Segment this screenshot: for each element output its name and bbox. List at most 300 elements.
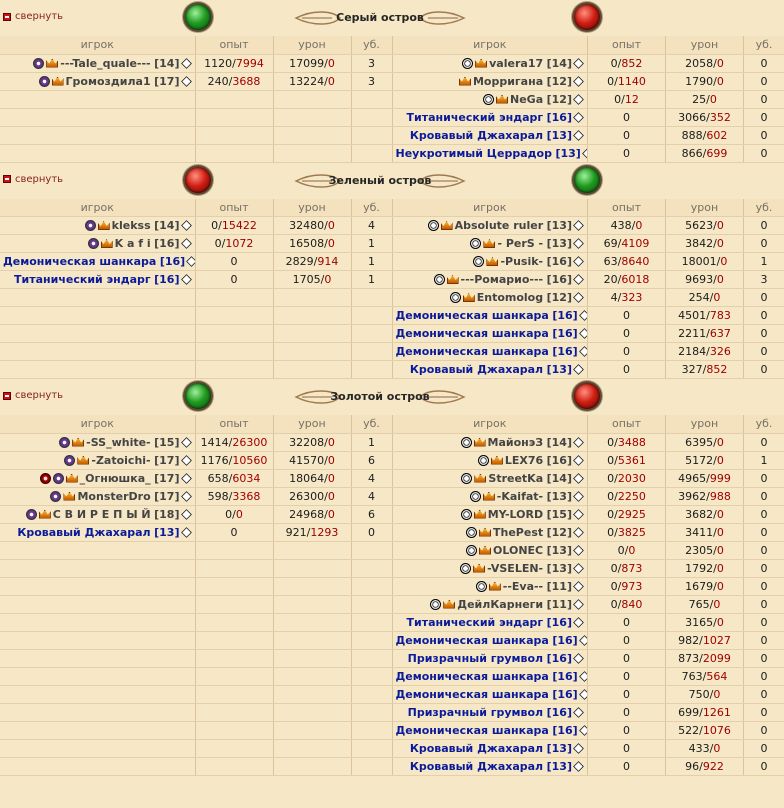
damage-cell: 41570/0 [273, 451, 351, 469]
info-icon[interactable] [573, 130, 584, 141]
damage-received: 0 [716, 543, 724, 557]
participant-cell [393, 613, 588, 631]
clan-icon [64, 455, 75, 466]
damage-value: 921 [285, 525, 307, 539]
kills-cell: 0 [744, 433, 784, 451]
kills-cell: 3 [744, 271, 784, 289]
info-icon[interactable] [181, 455, 192, 466]
player-name-link[interactable]: _Огнюшка_ [79, 471, 151, 485]
participant-cell [393, 289, 588, 307]
damage-value: 866 [681, 146, 703, 160]
exp-cell [588, 631, 666, 649]
exp-value: 63 [603, 255, 618, 268]
participant-cell [0, 505, 195, 523]
monster-name-link[interactable]: Демоническая шанкара [395, 687, 549, 701]
kills-cell: 0 [744, 54, 784, 72]
damage-value: 1792 [685, 561, 714, 575]
exp-cell [588, 757, 666, 775]
table-row [393, 235, 784, 253]
player-name-link[interactable]: Громоздила1 [65, 74, 151, 88]
crown-icon [483, 492, 495, 501]
player-level: [12] [546, 291, 572, 304]
participant-cell [393, 217, 588, 235]
exp-total: 4109 [621, 237, 650, 250]
info-icon[interactable] [573, 743, 584, 754]
exp-cell: 0/1140 [588, 72, 666, 90]
exp-value: 0 [623, 633, 630, 647]
exp-value: 0 [623, 741, 630, 755]
exp-value: 0 [623, 651, 630, 665]
exp-total: 0 [628, 543, 636, 557]
table-row [393, 253, 784, 271]
monster-name-link[interactable]: Демоническая шанкара [395, 723, 549, 737]
empty-cell [0, 703, 195, 721]
player-name-link[interactable]: Entomolog [476, 291, 544, 304]
table-row [393, 108, 784, 126]
crown-icon [441, 221, 453, 230]
exp-cell [588, 649, 666, 667]
participant-cell [393, 577, 588, 595]
info-icon[interactable] [573, 58, 584, 69]
player-name-link[interactable]: MY-LORD [487, 507, 544, 521]
exp-total: 840 [621, 597, 643, 611]
table-row [0, 235, 392, 253]
table-row [0, 253, 392, 271]
info-icon[interactable] [573, 653, 584, 664]
table-row [393, 343, 784, 361]
info-icon[interactable] [573, 94, 584, 105]
player-name-link[interactable]: С В И Р Е П Ы Й [52, 507, 151, 521]
info-icon[interactable] [579, 635, 588, 646]
red-orb-icon [183, 165, 213, 195]
info-icon[interactable] [573, 617, 584, 628]
exp-value: 0 [623, 759, 630, 773]
damage-value: 888 [681, 128, 703, 142]
collapse-icon [3, 175, 11, 183]
exp-value: 0 [610, 561, 618, 575]
monster-name-link[interactable]: Призрачный грумвол [407, 705, 544, 719]
info-icon[interactable] [573, 238, 584, 249]
exp-value: 0 [623, 723, 630, 737]
damage-value: 522 [678, 723, 700, 737]
info-icon[interactable] [181, 527, 192, 538]
island-title: Зеленый остров [328, 173, 432, 187]
empty-cell [273, 757, 351, 775]
empty-cell [0, 541, 195, 559]
info-icon[interactable] [579, 725, 588, 736]
collapse-button[interactable] [3, 11, 63, 22]
crown-icon [486, 257, 498, 266]
info-icon[interactable] [181, 274, 192, 285]
island-section-0 [0, 0, 784, 163]
crown-icon [39, 510, 51, 519]
player-name-link[interactable]: K a f i [114, 237, 151, 250]
island-title: Серый остров [336, 11, 424, 24]
info-icon[interactable] [181, 437, 192, 448]
damage-value: 2211 [678, 327, 707, 340]
info-icon[interactable] [573, 112, 584, 123]
participant-cell [0, 72, 195, 90]
col-kills: уб. [351, 36, 392, 54]
monster-name-link[interactable]: Титанический эндарг [406, 615, 544, 629]
damage-received: 1076 [702, 723, 731, 737]
kills-cell: 6 [351, 451, 392, 469]
table-row [393, 289, 784, 307]
kills-cell: 1 [351, 235, 392, 253]
exp-total: 0 [635, 219, 643, 232]
damage-cell: 5172/0 [666, 451, 744, 469]
empty-cell [273, 541, 351, 559]
crown-icon [489, 582, 501, 591]
info-icon[interactable] [573, 527, 584, 538]
player-level: [12] [546, 92, 572, 106]
table-row [393, 739, 784, 757]
island-title-ornament [292, 387, 468, 407]
damage-value: 5172 [685, 453, 714, 467]
kills-cell: 1 [744, 253, 784, 271]
exp-cell [588, 144, 666, 162]
monster-name-link[interactable]: Кровавый Джахарал [409, 363, 544, 376]
info-icon[interactable] [181, 58, 192, 69]
exp-cell [588, 685, 666, 703]
table-row [0, 72, 392, 90]
kills-cell: 0 [744, 649, 784, 667]
island-section-1 [0, 163, 784, 380]
damage-value: 3962 [678, 489, 707, 503]
empty-cell [351, 649, 392, 667]
player-level: [17] [154, 74, 180, 88]
empty-row [0, 126, 392, 144]
info-icon[interactable] [573, 76, 584, 87]
crown-icon [474, 438, 486, 447]
monster-name-link[interactable]: Кровавый Джахарал [409, 741, 544, 755]
damage-received: 852 [706, 363, 728, 376]
empty-cell [0, 685, 195, 703]
empty-row [0, 631, 392, 649]
player-name-link[interactable]: LEX76 [504, 453, 544, 467]
participant-cell [393, 253, 588, 271]
participant-cell [393, 271, 588, 289]
info-icon[interactable] [579, 689, 588, 700]
monster-name-link[interactable]: Демоническая шанкара [395, 327, 549, 340]
damage-cell: 5623/0 [666, 217, 744, 235]
damage-cell: 3411/0 [666, 523, 744, 541]
damage-value: 32208 [289, 435, 325, 449]
participant-cell [393, 703, 588, 721]
col-player: игрок [393, 199, 588, 217]
info-icon[interactable] [573, 292, 584, 303]
info-icon[interactable] [573, 599, 584, 610]
monster-name-link[interactable]: Демоническая шанкара [395, 309, 549, 322]
kills-cell: 0 [744, 559, 784, 577]
player-name-link[interactable]: -VSELEN- [487, 561, 544, 575]
soccer-icon [460, 563, 471, 574]
monster-name-link[interactable]: Неукротимый Церрадор [395, 146, 552, 160]
player-level: [14] [154, 56, 180, 70]
col-damage: урон [666, 199, 744, 217]
info-icon[interactable] [573, 220, 584, 231]
kills-cell: 3 [351, 54, 392, 72]
table-row [393, 703, 784, 721]
player-name-link[interactable]: -Pusik- [500, 255, 544, 268]
exp-cell [588, 108, 666, 126]
info-icon[interactable] [579, 671, 588, 682]
collapse-button[interactable] [3, 390, 63, 401]
damage-received: 637 [709, 327, 731, 340]
player-level: [13] [555, 146, 581, 160]
crown-icon [72, 438, 84, 447]
damage-received: 2099 [702, 651, 731, 665]
exp-total: 2925 [617, 507, 646, 521]
player-name-link[interactable]: Морригана [472, 74, 544, 88]
exp-value: 0 [607, 489, 615, 503]
empty-cell [195, 685, 273, 703]
exp-value: 69 [603, 237, 618, 250]
exp-value: 658 [207, 471, 229, 485]
exp-total: 1072 [225, 237, 254, 250]
exp-total: 1140 [617, 74, 646, 88]
damage-cell: 921/1293 [273, 523, 351, 541]
kills-cell: 1 [744, 451, 784, 469]
table-row [393, 541, 784, 559]
damage-cell: 25/0 [666, 90, 744, 108]
exp-cell: 0/2030 [588, 469, 666, 487]
damage-received: 999 [709, 471, 731, 485]
exp-value: 0 [623, 705, 630, 719]
team-right-table [393, 36, 784, 163]
player-level: [11] [546, 597, 572, 611]
kills-cell: 0 [744, 577, 784, 595]
participant-cell [0, 235, 195, 253]
table-row [0, 451, 392, 469]
monster-name-link[interactable]: Демоническая шанкара [395, 345, 549, 358]
damage-received: 1293 [310, 525, 339, 539]
damage-value: 5623 [685, 219, 714, 232]
player-level: [11] [546, 579, 572, 593]
damage-cell: 3066/352 [666, 108, 744, 126]
player-name-link[interactable]: StreetKa [488, 471, 544, 485]
clan-icon [88, 238, 99, 249]
monster-name-link[interactable]: Кровавый Джахарал [17, 525, 151, 539]
empty-cell [273, 343, 351, 361]
player-name-link[interactable]: ---Tale_quale--- [60, 56, 151, 70]
info-icon[interactable] [573, 509, 584, 520]
exp-total: 3488 [617, 435, 646, 449]
green-orb-icon [183, 2, 213, 32]
player-name-link[interactable]: NeGa [510, 92, 544, 106]
damage-received: 0 [327, 489, 335, 503]
empty-cell [195, 325, 273, 343]
green-orb-icon [183, 381, 213, 411]
damage-received: 0 [327, 56, 335, 70]
damage-received: 1027 [702, 633, 731, 647]
damage-cell: 16508/0 [273, 235, 351, 253]
exp-cell: 0/3488 [588, 433, 666, 451]
col-exp: опыт [588, 415, 666, 433]
col-exp: опыт [195, 199, 273, 217]
damage-cell: 522/1076 [666, 721, 744, 739]
empty-row [0, 649, 392, 667]
info-icon[interactable] [181, 509, 192, 520]
info-icon[interactable] [181, 76, 192, 87]
empty-cell [195, 343, 273, 361]
monster-name-link[interactable]: Титанический эндарг [14, 273, 151, 286]
participant-cell [0, 451, 195, 469]
exp-total: 3368 [232, 489, 261, 503]
collapse-icon [3, 13, 11, 21]
player-name-link[interactable]: -Zatoichi- [91, 453, 151, 467]
empty-cell [0, 90, 195, 108]
soccer-icon [430, 599, 441, 610]
player-name-link[interactable]: ThePest [493, 525, 544, 539]
damage-received: 0 [324, 273, 332, 286]
empty-row [0, 721, 392, 739]
damage-value: 3411 [685, 525, 714, 539]
info-icon[interactable] [573, 761, 584, 772]
damage-received: 0 [716, 615, 724, 629]
damage-received: 326 [709, 345, 731, 358]
player-name-link[interactable]: klekss [111, 219, 151, 232]
exp-cell: 658/6034 [195, 469, 273, 487]
player-level: [13] [546, 741, 572, 755]
info-icon[interactable] [573, 491, 584, 502]
exp-cell: 0/0 [195, 505, 273, 523]
damage-cell: 24968/0 [273, 505, 351, 523]
exp-cell: 0/852 [588, 54, 666, 72]
player-name-link[interactable]: - PerS - [497, 237, 544, 250]
exp-cell [588, 613, 666, 631]
player-name-link[interactable]: -Kaifat- [496, 489, 544, 503]
empty-row [0, 703, 392, 721]
exp-value: 0 [623, 615, 630, 629]
monster-name-link[interactable]: Демоническая шанкара [3, 255, 157, 268]
info-icon[interactable] [181, 220, 192, 231]
soccer-icon [461, 473, 472, 484]
player-name-link[interactable]: OLONEC [493, 543, 544, 557]
monster-name-link[interactable]: Титанический эндарг [406, 110, 544, 124]
info-icon[interactable] [573, 256, 584, 267]
info-icon[interactable] [579, 310, 588, 321]
player-name-link[interactable]: ---Ромарио--- [460, 273, 544, 286]
empty-row [0, 559, 392, 577]
empty-cell [351, 126, 392, 144]
damage-received: 0 [716, 579, 724, 593]
info-icon[interactable] [579, 346, 588, 357]
damage-cell: 17099/0 [273, 54, 351, 72]
kills-cell: 3 [351, 72, 392, 90]
soccer-icon [466, 545, 477, 556]
empty-cell [273, 631, 351, 649]
soccer-icon [466, 527, 477, 538]
monster-name-link[interactable]: Демоническая шанкара [395, 669, 549, 683]
player-name-link[interactable]: valera17 [489, 56, 544, 70]
info-icon[interactable] [573, 581, 584, 592]
player-name-link[interactable]: MonsterDro [77, 489, 151, 503]
info-icon[interactable] [186, 256, 195, 267]
player-level: [13] [546, 759, 572, 773]
table-row [393, 307, 784, 325]
player-name-link[interactable]: МайонэЗ [487, 435, 544, 449]
col-kills: уб. [744, 415, 784, 433]
damage-value: 13224 [289, 74, 325, 88]
damage-received: 0 [716, 507, 724, 521]
player-name-link[interactable]: --Eva-- [502, 579, 544, 593]
empty-cell [351, 108, 392, 126]
kills-cell: 0 [744, 126, 784, 144]
col-exp: опыт [588, 36, 666, 54]
empty-cell [351, 90, 392, 108]
info-icon[interactable] [573, 274, 584, 285]
damage-cell: 3165/0 [666, 613, 744, 631]
collapse-button[interactable] [3, 174, 63, 185]
empty-cell [195, 703, 273, 721]
table-row [393, 613, 784, 631]
monster-name-link[interactable]: Кровавый Джахарал [409, 128, 544, 142]
table-row [393, 433, 784, 451]
info-icon[interactable] [181, 473, 192, 484]
table-row [0, 487, 392, 505]
player-name-link[interactable]: ДейлКарнеги [457, 597, 544, 611]
empty-cell [273, 289, 351, 307]
player-level: [17] [154, 453, 180, 467]
monster-name-link[interactable]: Демоническая шанкара [395, 633, 549, 647]
participant-cell [393, 343, 588, 361]
info-icon[interactable] [573, 455, 584, 466]
exp-cell: 1120/7994 [195, 54, 273, 72]
damage-received: 988 [709, 489, 731, 503]
damage-value: 2184 [678, 345, 707, 358]
empty-cell [0, 144, 195, 162]
damage-cell: 1790/0 [666, 72, 744, 90]
empty-cell [351, 721, 392, 739]
monster-name-link[interactable]: Кровавый Джахарал [409, 759, 544, 773]
info-icon[interactable] [181, 491, 192, 502]
exp-value: 598 [207, 489, 229, 503]
info-icon[interactable] [579, 328, 588, 339]
exp-value: 20 [603, 273, 618, 286]
player-name-link[interactable]: Absolute ruler [454, 219, 544, 232]
damage-received: 914 [317, 255, 339, 268]
info-icon[interactable] [573, 473, 584, 484]
kills-cell: 4 [351, 487, 392, 505]
exp-total: 873 [621, 561, 643, 575]
exp-cell: 0/0 [588, 541, 666, 559]
monster-name-link[interactable]: Призрачный грумвол [407, 651, 544, 665]
player-level: [17] [154, 489, 180, 503]
info-icon[interactable] [573, 563, 584, 574]
damage-value: 24968 [289, 507, 325, 521]
player-name-link[interactable]: -SS_white- [86, 435, 151, 449]
kills-cell: 4 [351, 217, 392, 235]
info-icon[interactable] [573, 437, 584, 448]
info-icon[interactable] [573, 545, 584, 556]
crown-icon [473, 564, 485, 573]
info-icon[interactable] [573, 364, 584, 375]
info-icon[interactable] [573, 707, 584, 718]
exp-cell [588, 721, 666, 739]
damage-value: 1790 [685, 74, 714, 88]
exp-value: 240 [207, 74, 229, 88]
soccer-icon [461, 437, 472, 448]
damage-received: 0 [713, 291, 721, 304]
damage-received: 0 [716, 561, 724, 575]
info-icon[interactable] [181, 238, 192, 249]
exp-cell [588, 307, 666, 325]
damage-value: 433 [688, 741, 710, 755]
info-icon[interactable] [582, 148, 588, 159]
empty-cell [0, 108, 195, 126]
damage-cell: 32208/0 [273, 433, 351, 451]
